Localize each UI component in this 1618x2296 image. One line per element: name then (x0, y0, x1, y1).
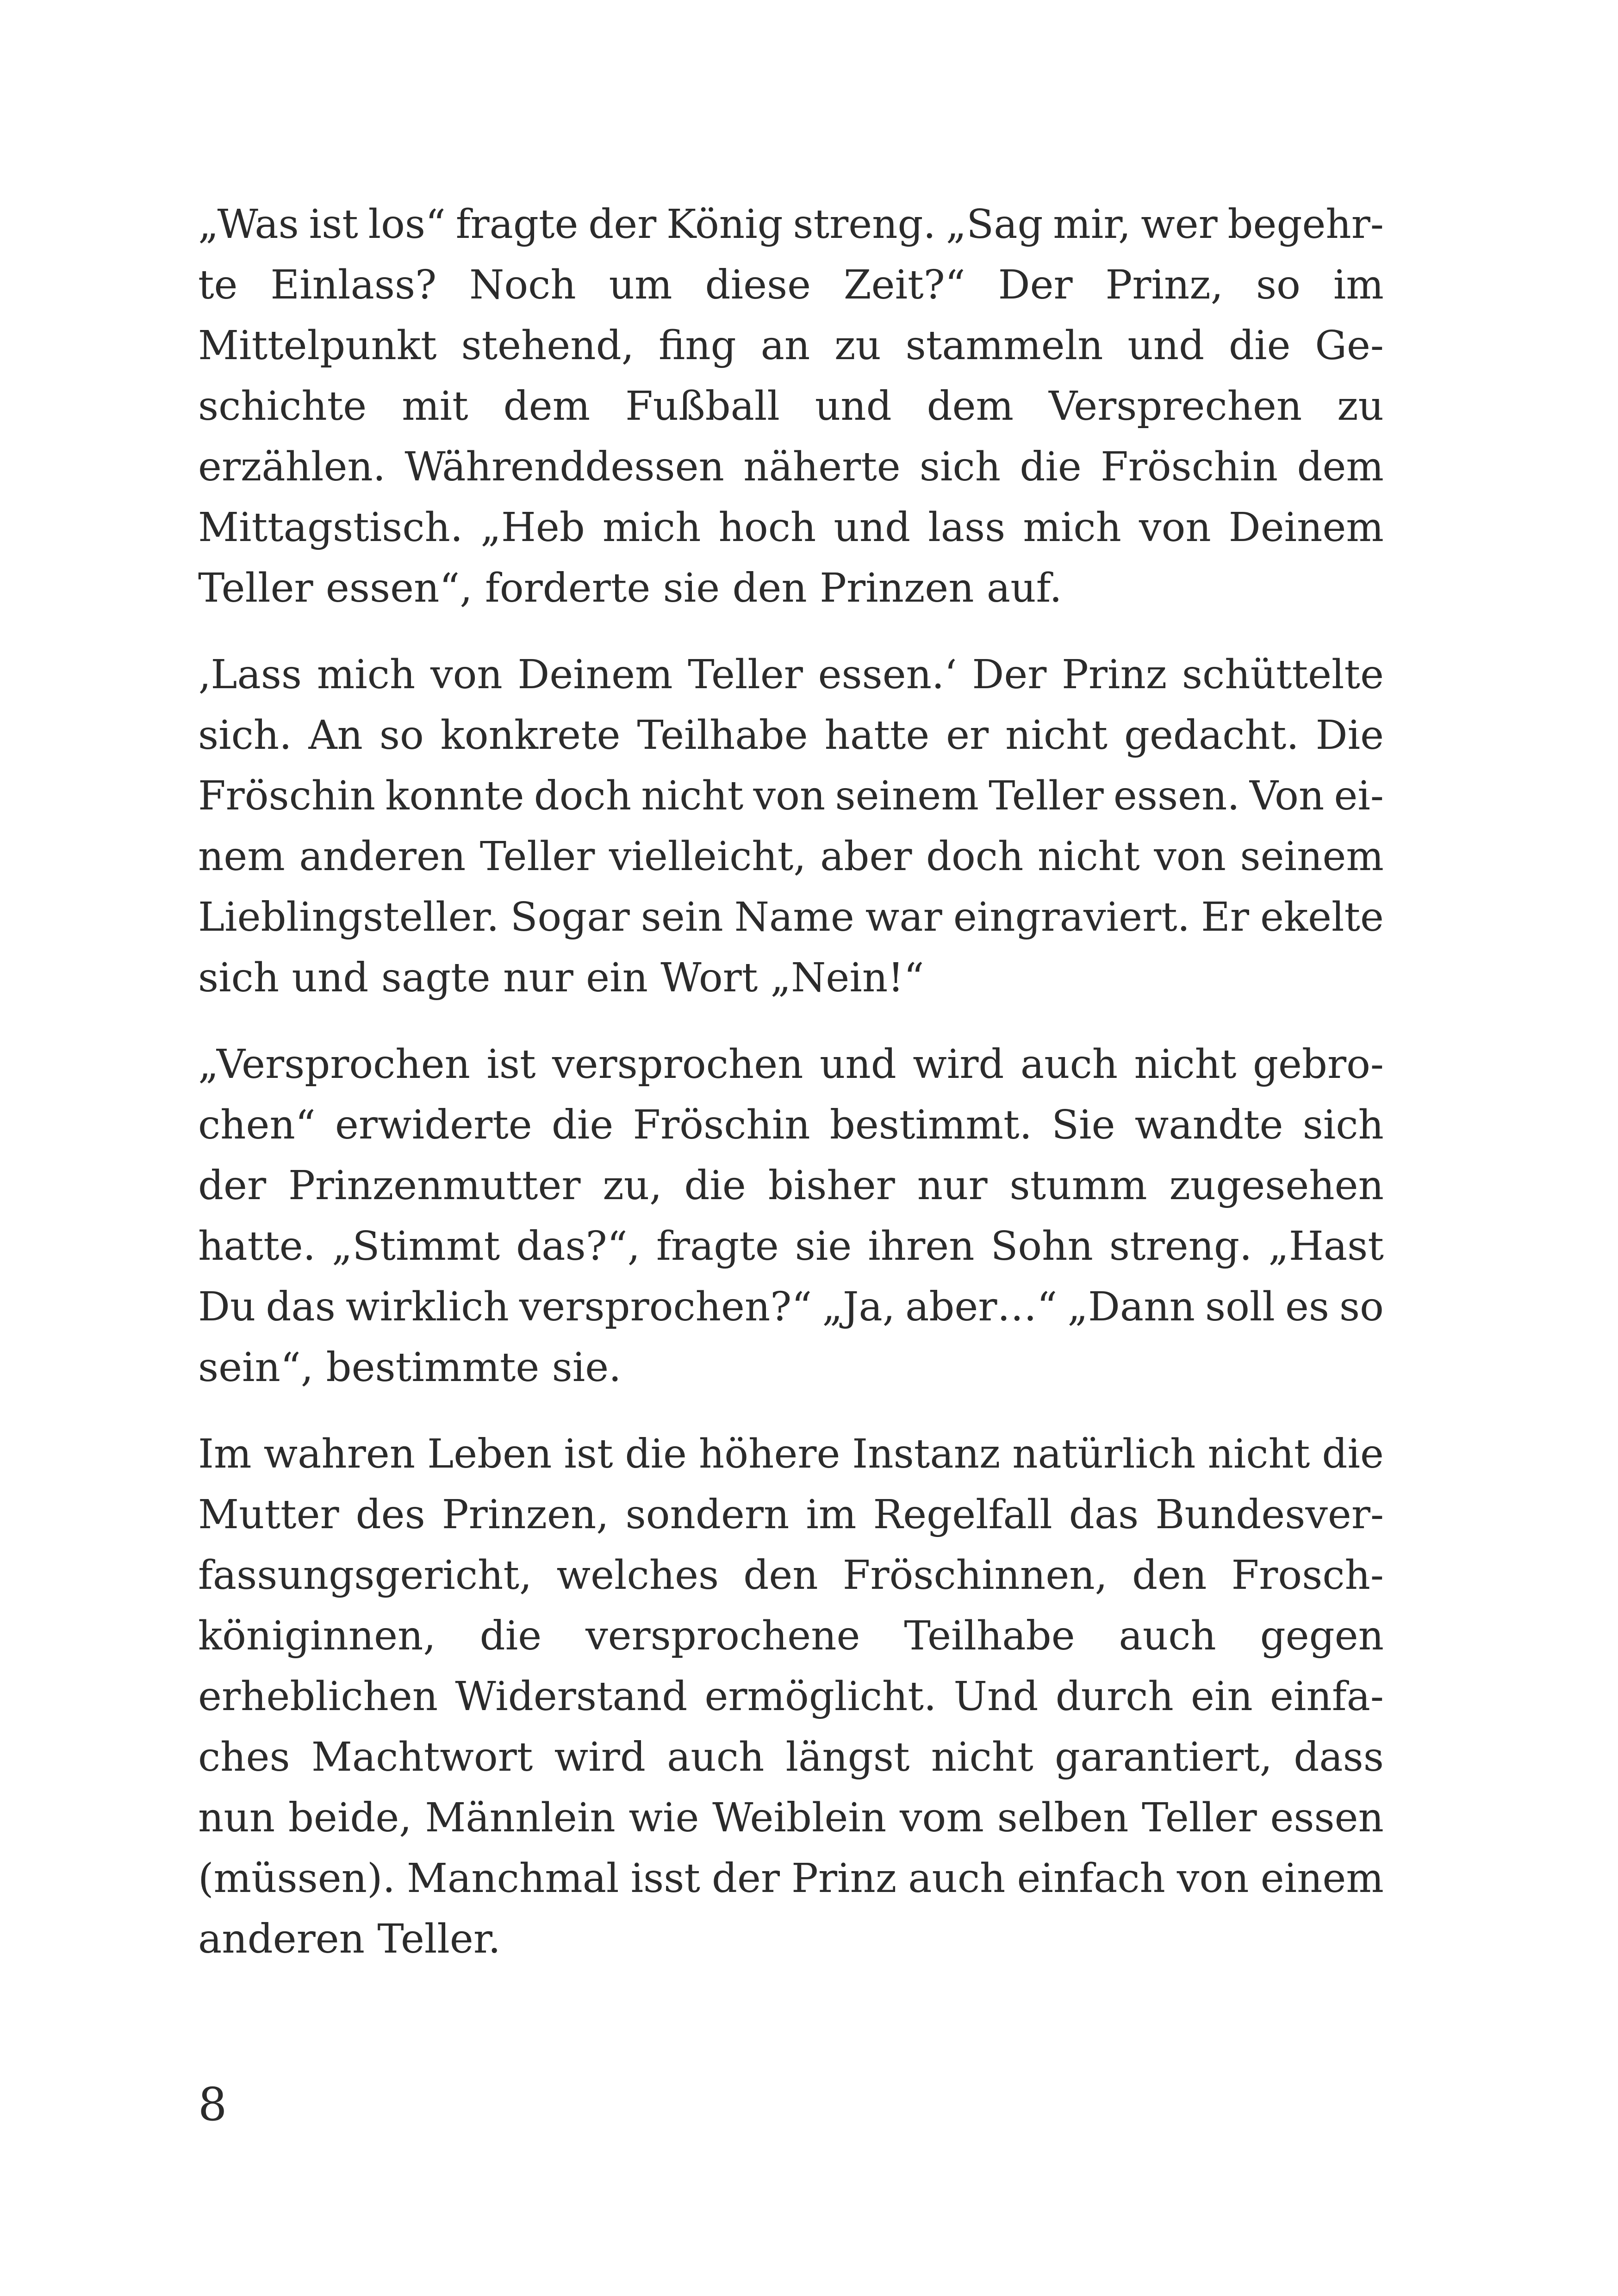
text-line: Im wahren Leben ist die höhere Instanz natürlich nicht die (198, 1431, 1384, 1477)
body-text (198, 194, 1384, 1996)
text-line: Mittagstisch. „Heb mich hoch und lass mich von Deinem (198, 504, 1384, 551)
text-line: sein“, bestimmte sie. (198, 1344, 622, 1391)
text-line: Lieblingsteller. Sogar sein Name war eingraviert. Er ekelte (198, 894, 1384, 940)
text-line: Mutter des Prinzen, sondern im Regelfall das Bundesver- (198, 1492, 1384, 1538)
paragraph (198, 1424, 1384, 1970)
text-line: erzählen. Währenddessen näherte sich die Fröschin dem (198, 444, 1384, 490)
text-line: Fröschin konnte doch nicht von seinem Teller essen. Von ei- (198, 773, 1384, 819)
text-line: hatte. „Stimmt das?“, fragte sie ihren Sohn streng. „Hast (198, 1223, 1384, 1269)
text-line: ches Machtwort wird auch längst nicht garantiert, dass (198, 1734, 1384, 1780)
text-line: sich. An so konkrete Teilhabe hatte er nicht gedacht. Die (198, 712, 1384, 759)
text-line: königinnen, die versprochene Teilhabe auch gegen (198, 1613, 1384, 1659)
text-line: sich und sagte nur ein Wort „Nein!“ (198, 955, 924, 1001)
text-line: der Prinzenmutter zu, die bisher nur stumm zugesehen (198, 1163, 1384, 1209)
text-line: te Einlass? Noch um diese Zeit?“ Der Prinz, so im (198, 262, 1384, 308)
paragraph (198, 645, 1384, 1008)
text-line: schichte mit dem Fußball und dem Versprechen zu (198, 383, 1384, 429)
text-line: (müssen). Manchmal isst der Prinz auch einfach von einem (198, 1855, 1384, 1902)
text-line: ‚Lass mich von Deinem Teller essen.‘ Der Prinz schüttelte (198, 652, 1384, 698)
text-line: Du das wirklich versprochen?“ „Ja, aber…“ „Dann soll es so (198, 1284, 1384, 1330)
page-number: 8 (198, 2078, 227, 2131)
text-line: fassungsgericht, welches den Fröschinnen, den Frosch- (198, 1552, 1384, 1599)
text-line: Teller essen“, forderte sie den Prinzen auf. (198, 565, 1062, 611)
text-line: nun beide, Männlein wie Weiblein vom selben Teller essen (198, 1795, 1384, 1841)
text-line: chen“ erwiderte die Fröschin bestimmt. Sie wandte sich (198, 1102, 1384, 1148)
text-line: erheblichen Widerstand ermöglicht. Und durch ein einfa- (198, 1674, 1384, 1720)
paragraph (198, 1034, 1384, 1398)
text-line: anderen Teller. (198, 1916, 501, 1962)
text-line: nem anderen Teller vielleicht, aber doch nicht von seinem (198, 834, 1384, 880)
text-line: „Was ist los“ fragte der König streng. „Sag mir, wer begehr- (198, 201, 1384, 248)
text-line: „Versprochen ist versprochen und wird auch nicht gebro- (198, 1041, 1384, 1088)
paragraph (198, 194, 1384, 619)
text-line: Mittelpunkt stehend, fing an zu stammeln und die Ge- (198, 323, 1384, 369)
